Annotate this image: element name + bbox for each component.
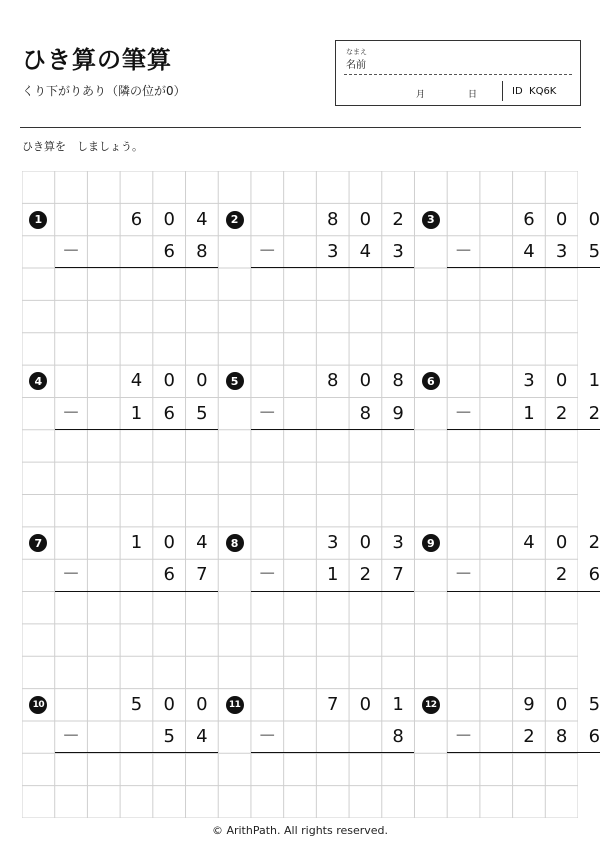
minuend-digit: 9 — [523, 693, 535, 715]
minuend-digit: 0 — [588, 208, 600, 230]
name-box — [335, 40, 581, 106]
subtrahend-digit: 8 — [392, 726, 404, 748]
answer-line — [55, 752, 219, 753]
day-label: 日 — [468, 90, 478, 100]
subtrahend-digit: 1 — [130, 402, 143, 424]
minuend-digit: 0 — [196, 370, 208, 392]
subtrahend-digit: 8 — [196, 240, 208, 262]
answer-line — [447, 429, 600, 430]
problem-number-8: 8 — [226, 534, 244, 552]
subtrahend-digit: 8 — [359, 402, 372, 424]
subtrahend-digit: 5 — [163, 726, 175, 748]
page-subtitle: くり下がりあり（隣の位が0） — [22, 84, 186, 98]
minuend-digit: 1 — [588, 370, 600, 392]
problem-number-11: 11 — [226, 696, 244, 714]
problem-number-3: 3 — [422, 211, 440, 229]
minus-sign: － — [258, 564, 277, 586]
answer-line — [251, 591, 415, 592]
name-label: 名前 — [346, 60, 366, 71]
subtrahend-digit: 2 — [588, 402, 600, 424]
subtrahend-digit: 3 — [555, 240, 568, 262]
minus-sign: － — [454, 240, 473, 262]
id-value: KQ6K — [529, 86, 557, 97]
subtrahend-digit: 7 — [196, 564, 208, 586]
subtrahend-digit: 4 — [359, 240, 372, 262]
minuend-digit: 0 — [555, 370, 568, 392]
answer-line — [251, 752, 415, 753]
subtrahend-digit: 9 — [392, 402, 404, 424]
minuend-digit: 3 — [523, 370, 535, 392]
id-separator — [502, 81, 503, 101]
problem-number-9: 9 — [422, 534, 440, 552]
month-label: 月 — [416, 90, 426, 100]
minuend-digit: 0 — [359, 693, 372, 715]
answer-line — [55, 429, 219, 430]
subtrahend-digit: 6 — [588, 726, 600, 748]
answer-line — [447, 752, 600, 753]
minuend-digit: 0 — [196, 693, 208, 715]
id-code — [512, 86, 556, 97]
problem-grid — [22, 171, 600, 818]
minus-sign: － — [454, 564, 473, 586]
name-line[interactable] — [344, 74, 572, 75]
subtrahend-digit: 2 — [555, 402, 568, 424]
minuend-digit: 0 — [163, 693, 175, 715]
minuend-digit: 2 — [588, 532, 600, 554]
minuend-digit: 0 — [163, 370, 175, 392]
minus-sign: － — [62, 240, 81, 262]
minuend-digit: 1 — [130, 532, 143, 554]
minuend-digit: 7 — [326, 693, 339, 715]
minuend-digit: 5 — [130, 693, 143, 715]
problem-number-2: 2 — [226, 211, 244, 229]
subtrahend-digit: 5 — [588, 240, 600, 262]
answer-line — [447, 267, 600, 268]
grid-lines — [22, 171, 578, 818]
problem-number-1: 1 — [29, 211, 47, 229]
minus-sign: － — [62, 726, 81, 748]
instruction-text: ひき算を しましょう。 — [22, 140, 143, 153]
subtrahend-digit: 1 — [523, 402, 535, 424]
minuend-digit: 8 — [326, 370, 339, 392]
minuend-digit: 6 — [523, 208, 535, 230]
subtrahend-digit: 6 — [588, 564, 600, 586]
minuend-digit: 4 — [130, 370, 143, 392]
minuend-digit: 4 — [523, 532, 535, 554]
subtrahend-digit: 4 — [196, 726, 208, 748]
minuend-digit: 3 — [326, 532, 339, 554]
minuend-digit: 1 — [392, 693, 404, 715]
minus-sign: － — [62, 402, 81, 424]
minuend-digit: 4 — [196, 532, 208, 554]
subtrahend-digit: 2 — [523, 726, 535, 748]
answer-line — [251, 267, 415, 268]
problem-number-12: 12 — [422, 696, 440, 714]
minuend-digit: 3 — [392, 532, 404, 554]
problem-number-10: 10 — [29, 696, 47, 714]
subtrahend-digit: 2 — [359, 564, 372, 586]
minus-sign: － — [258, 240, 277, 262]
page-title: ひき算の筆算 — [22, 46, 172, 74]
footer-copyright: © ArithPath. All rights reserved. — [211, 824, 389, 837]
answer-line — [251, 429, 415, 430]
minuend-digit: 6 — [130, 208, 143, 230]
problem-number-7: 7 — [29, 534, 47, 552]
minus-sign: － — [454, 726, 473, 748]
answer-line — [55, 267, 219, 268]
minus-sign: － — [62, 564, 81, 586]
answer-line — [447, 591, 600, 592]
minuend-digit: 5 — [588, 693, 600, 715]
name-ruby: なまえ — [346, 48, 367, 56]
minuend-digit: 0 — [163, 208, 175, 230]
subtrahend-digit: 8 — [555, 726, 568, 748]
minuend-digit: 2 — [392, 208, 404, 230]
subtrahend-digit: 6 — [163, 240, 175, 262]
minuend-digit: 0 — [163, 532, 175, 554]
subtrahend-digit: 6 — [163, 564, 175, 586]
minus-sign: － — [258, 402, 277, 424]
subtrahend-digit: 3 — [392, 240, 404, 262]
minuend-digit: 4 — [196, 208, 208, 230]
minuend-digit: 0 — [359, 208, 372, 230]
subtrahend-digit: 6 — [163, 402, 175, 424]
minuend-digit: 0 — [359, 532, 372, 554]
subtrahend-digit: 5 — [196, 402, 208, 424]
subtrahend-digit: 1 — [326, 564, 339, 586]
minus-sign: － — [258, 726, 277, 748]
problem-number-4: 4 — [29, 372, 47, 390]
minuend-digit: 0 — [359, 370, 372, 392]
minuend-digit: 0 — [555, 693, 568, 715]
problem-number-6: 6 — [422, 372, 440, 390]
id-label: ID — [512, 86, 523, 97]
header-divider — [20, 127, 581, 128]
minuend-digit: 0 — [555, 208, 568, 230]
subtrahend-digit: 7 — [392, 564, 404, 586]
minuend-digit: 8 — [326, 208, 339, 230]
problem-number-5: 5 — [226, 372, 244, 390]
subtrahend-digit: 2 — [555, 564, 568, 586]
subtrahend-digit: 3 — [326, 240, 339, 262]
answer-line — [55, 591, 219, 592]
minus-sign: － — [454, 402, 473, 424]
minuend-digit: 8 — [392, 370, 404, 392]
minuend-digit: 0 — [555, 532, 568, 554]
subtrahend-digit: 4 — [523, 240, 535, 262]
